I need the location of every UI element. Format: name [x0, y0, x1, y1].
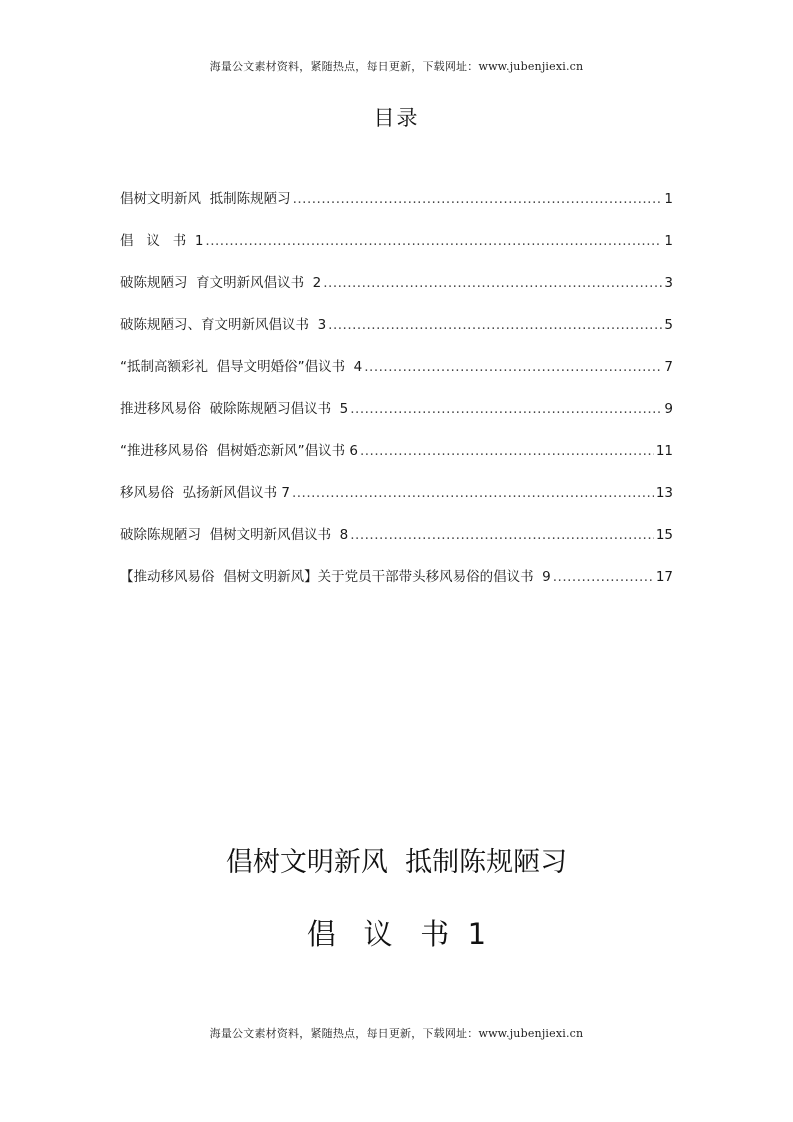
toc-entry-page: 7: [664, 359, 673, 375]
toc-entry-label: 破除陈规陋习 倡树文明新风倡议书 8: [120, 527, 349, 543]
toc-entry-page: 13: [655, 485, 673, 501]
toc-entry-label: 推进移风易俗 破除陈规陋习倡议书 5: [120, 401, 349, 417]
toc-dot-leader: [553, 569, 654, 585]
toc-entry-3[interactable]: [120, 271, 673, 313]
toc-dot-leader: [350, 527, 654, 543]
toc-dot-leader: [323, 275, 662, 291]
toc-title: 目录: [373, 106, 420, 130]
toc-dot-leader: [293, 191, 663, 207]
footer-note: 海量公文素材资料，紧随热点，每日更新，下载网址：www.jubenjiexi.cn: [209, 1027, 584, 1040]
toc-entry-6[interactable]: [120, 397, 673, 439]
toc-entry-9[interactable]: [120, 523, 673, 565]
toc-entry-label: “抵制高额彩礼 倡导文明婚俗”倡议书 4: [120, 359, 363, 375]
toc-dot-leader: [205, 233, 662, 249]
toc-entry-page: 1: [664, 191, 673, 207]
toc-entry-page: 5: [664, 317, 673, 333]
toc-dot-leader: [292, 485, 654, 501]
toc-dot-leader: [328, 317, 662, 333]
toc-entry-page: 3: [664, 275, 673, 291]
toc-entry-1[interactable]: [120, 187, 673, 229]
table-of-contents: [120, 187, 673, 607]
toc-entry-7[interactable]: [120, 439, 673, 481]
section-subtitle: 倡 议 书 1: [306, 917, 487, 951]
toc-entry-label: 破陈规陋习、育文明新风倡议书 3: [120, 317, 327, 333]
header-note: 海量公文素材资料，紧随热点，每日更新，下载网址：www.jubenjiexi.cn: [209, 60, 584, 73]
toc-entry-label: 移风易俗 弘扬新风倡议书 7: [120, 485, 290, 501]
toc-entry-label: 破陈规陋习 育文明新风倡议书 2: [120, 275, 322, 291]
toc-entry-5[interactable]: [120, 355, 673, 397]
toc-entry-label: 倡树文明新风 抵制陈规陋习: [120, 191, 291, 207]
toc-dot-leader: [360, 443, 654, 459]
toc-entry-10[interactable]: [120, 565, 673, 607]
toc-entry-8[interactable]: [120, 481, 673, 523]
section-title: 倡树文明新风 抵制陈规陋习: [225, 847, 568, 878]
toc-entry-page: 11: [655, 443, 673, 459]
toc-entry-page: 1: [664, 233, 673, 249]
toc-entry-page: 15: [655, 527, 673, 543]
toc-entry-2[interactable]: [120, 229, 673, 271]
toc-entry-label: 倡 议 书 1: [120, 233, 204, 249]
toc-dot-leader: [364, 359, 662, 375]
toc-entry-label: “推进移风易俗 倡树婚恋新风”倡议书 6: [120, 443, 358, 459]
toc-entry-4[interactable]: [120, 313, 673, 355]
toc-entry-page: 9: [664, 401, 673, 417]
toc-entry-page: 17: [655, 569, 673, 585]
toc-entry-label: 【推动移风易俗 倡树文明新风】关于党员干部带头移风易俗的倡议书 9: [120, 569, 551, 585]
toc-dot-leader: [350, 401, 662, 417]
